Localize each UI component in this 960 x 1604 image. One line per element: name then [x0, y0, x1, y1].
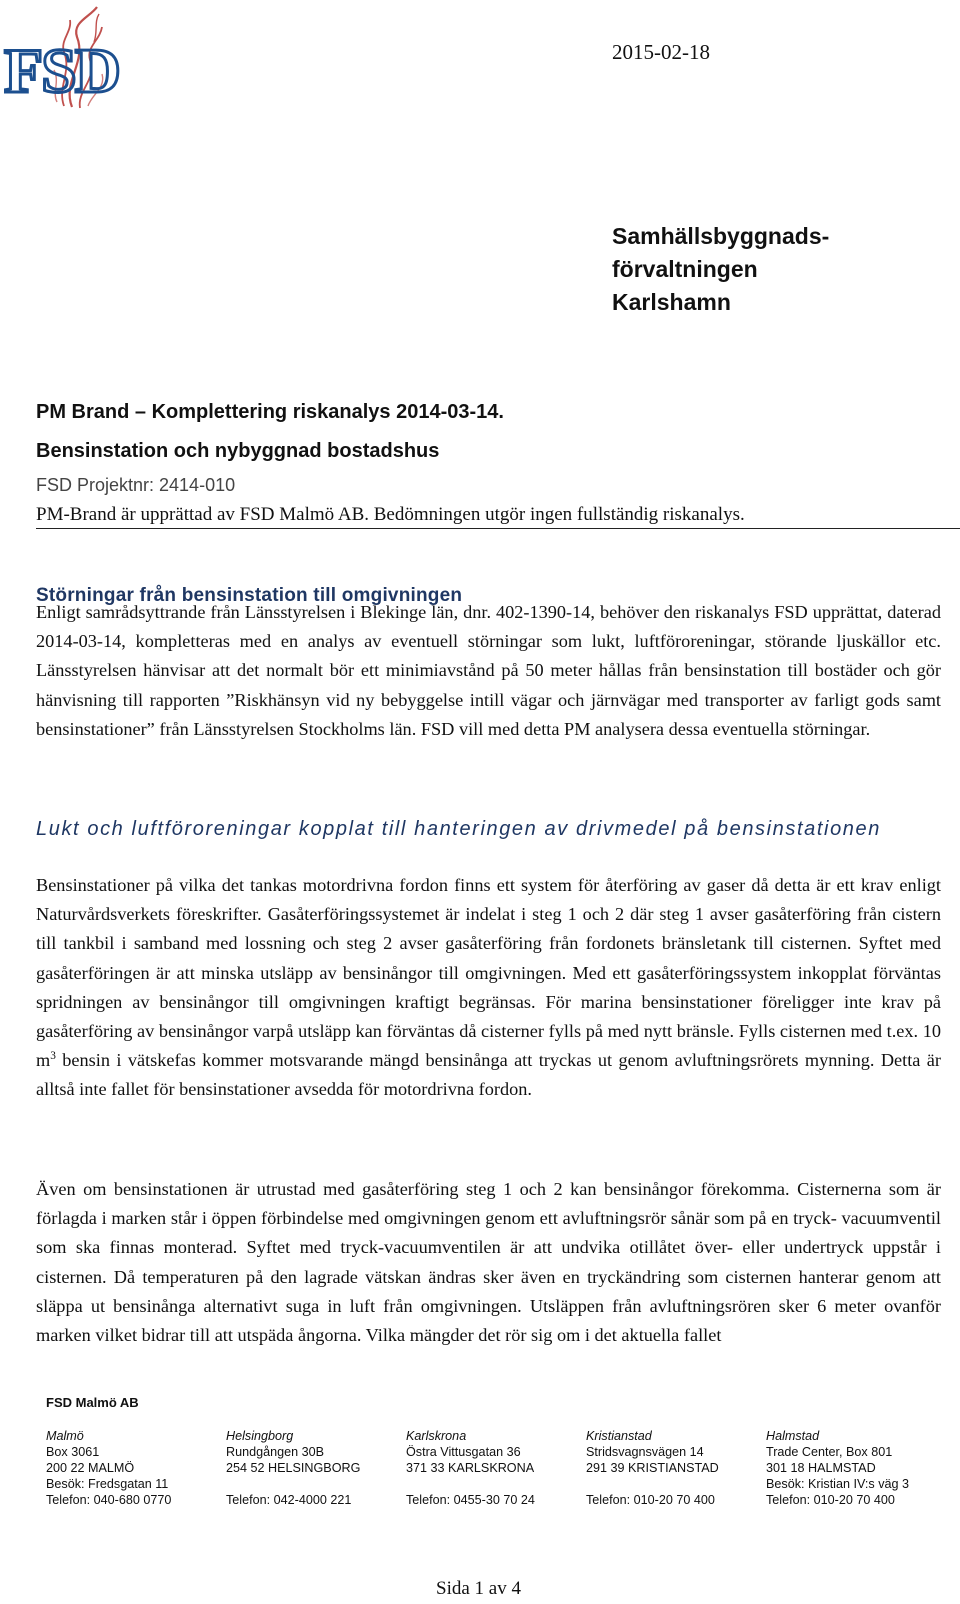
- footer-company: FSD Malmö AB: [46, 1395, 139, 1410]
- office-line: Telefon: 010-20 70 400: [766, 1493, 895, 1507]
- project-number: FSD Projektnr: 2414-010: [36, 475, 236, 495]
- office-city: Kristianstad: [586, 1429, 652, 1443]
- office-kristianstad: [586, 1428, 756, 1508]
- office-line: Trade Center, Box 801: [766, 1445, 893, 1459]
- section-heading-odour: Lukt och luftföroreningar kopplat till hanteringen av drivmedel på bensinstationen: [36, 818, 881, 840]
- office-line: Stridsvagnsvägen 14: [586, 1445, 704, 1459]
- section-paragraph: Även om bensinstationen är utrustad med gasåterföring steg 1 och 2 kan bensinångor förekomma. Cisternerna som är förlagda i marken står i öppen förbindelse med omgivningen genom ett avluftningsrör sånär som på en tryck- vacuumventil som ska finnas monterad. Syftet med tryck-vacuumventilen är att undvika otillåtet över- eller undertryck uppstår i cisternen. Då temperaturen på den lagrade vätskan ändras sker även en tryckändring som cisternen hanterar genom att släppa ut bensinånga alternativt suga in luft från omgivningen. Utsläppen från avluftningsrören sker 6 meter ovanför marken vilket bidrar till att utspäda ångorna. Vilka mängder det rör sig om i det aktuella fallet: [36, 1179, 941, 1346]
- office-line: 371 33 KARLSKRONA: [406, 1461, 535, 1475]
- office-karlskrona: [406, 1428, 576, 1508]
- office-city: Karlskrona: [406, 1429, 467, 1443]
- office-city: Halmstad: [766, 1429, 820, 1443]
- paragraph-text: bensin i vätskefas kommer motsvarande mängd bensinånga att tryckas ut genom avluftningsrörets mynning. Detta är alltså inte fallet för bensinstationer avsedda för motordrivna fordon.: [36, 1050, 941, 1100]
- office-line: 200 22 MALMÖ: [46, 1461, 135, 1475]
- office-line: Box 3061: [46, 1445, 100, 1459]
- recipient-block: [612, 220, 829, 319]
- office-line: [226, 1476, 396, 1492]
- office-malmo: [46, 1428, 216, 1508]
- document-subtitle: Bensinstation och nybyggnad bostadshus: [36, 440, 440, 462]
- office-line: Besök: Fredsgatan 11: [46, 1477, 169, 1491]
- office-city: Malmö: [46, 1429, 84, 1443]
- document-title: PM Brand – Komplettering riskanalys 2014-03-14.: [36, 401, 504, 423]
- page-number: Sida 1 av 4: [436, 1578, 521, 1599]
- section-heading-disturbances: Störningar från bensinstation till omgivningen: [36, 585, 463, 606]
- office-line: [586, 1476, 756, 1492]
- section-paragraph: [36, 598, 941, 744]
- office-line: Östra Vittusgatan 36: [406, 1445, 521, 1459]
- paragraph-text: Bensinstationer på vilka det tankas motordrivna fordon finns ett system för återföring av gaser då detta är ett krav enligt Naturvårdsverkets föreskrifter. Gasåterföringssystemet är indelat i steg 1 och 2 där steg 1 avser gasåterföring från cistern till tankbil i samband med lossning och steg 2 avser gasåterföring från fordonets bränsletank till cisternen. Syftet med gasåterföringen är att minska utsläpp av bensinångor till omgivningen. Med ett gasåterföringssystem inkopplat förväntas spridningen av bensinångor till omgivningen kraftigt begränsas. För marina bensinstationer föreligger inte krav på gasåterföring av bensinångor varpå utsläpp kan förväntas då cisterner fylls på med nytt bränsle. Fylls cisternen med t.ex. 10 m: [36, 875, 941, 1071]
- office-line: [406, 1476, 576, 1492]
- office-helsingborg: [226, 1428, 396, 1508]
- office-line: Telefon: 010-20 70 400: [586, 1493, 715, 1507]
- fsd-logo: [2, 2, 137, 114]
- office-line: Besök: Kristian IV:s väg 3: [766, 1477, 910, 1491]
- office-line: 254 52 HELSINGBORG: [226, 1461, 361, 1475]
- fsd-logo-graphic: [2, 2, 137, 114]
- office-line: Rundgången 30B: [226, 1445, 325, 1459]
- recipient-line: Karlshamn: [612, 289, 731, 315]
- office-line: Telefon: 042-4000 221: [226, 1493, 352, 1507]
- office-city: Helsingborg: [226, 1429, 294, 1443]
- office-line: Telefon: 040-680 0770: [46, 1493, 172, 1507]
- paragraph-text: Enligt samrådsyttrande från Länsstyrelsen i Blekinge län, dnr. 402-1390-14, behöver den riskanalys FSD upprättat, daterad 2014-03-14, kompletteras med en analys av eventuell störningar som lukt, luftföroreningar, störande ljuskällor etc. Länsstyrelsen hänvisar att det normalt bör ett minimiavstånd på 50 meter hållas från bensinstation till bostäder och gör hänvisning till rapporten ”Riskhänsyn vid ny bebyggelse intill vägar och järnvägar med transporter av farligt gods samt bensinstationer” från Länsstyrelsen Stockholms län. FSD vill med detta PM analysera dessa eventuella störningar.: [36, 602, 941, 739]
- office-line: 291 39 KRISTIANSTAD: [586, 1461, 719, 1475]
- divider: [36, 528, 960, 529]
- office-line: Telefon: 0455-30 70 24: [406, 1493, 535, 1507]
- logo-wordmark: FSD: [4, 35, 119, 106]
- prepared-by-note: PM-Brand är upprättad av FSD Malmö AB. Bedömningen utgör ingen fullständig riskanalys.: [36, 504, 745, 525]
- superscript: 3: [50, 1050, 56, 1063]
- section-paragraph: [36, 871, 941, 1105]
- office-line: 301 18 HALMSTAD: [766, 1461, 876, 1475]
- document-date: 2015-02-18: [612, 40, 710, 64]
- recipient-line: förvaltningen: [612, 256, 758, 282]
- recipient-line: Samhällsbyggnads-: [612, 223, 830, 249]
- office-halmstad: [766, 1428, 946, 1508]
